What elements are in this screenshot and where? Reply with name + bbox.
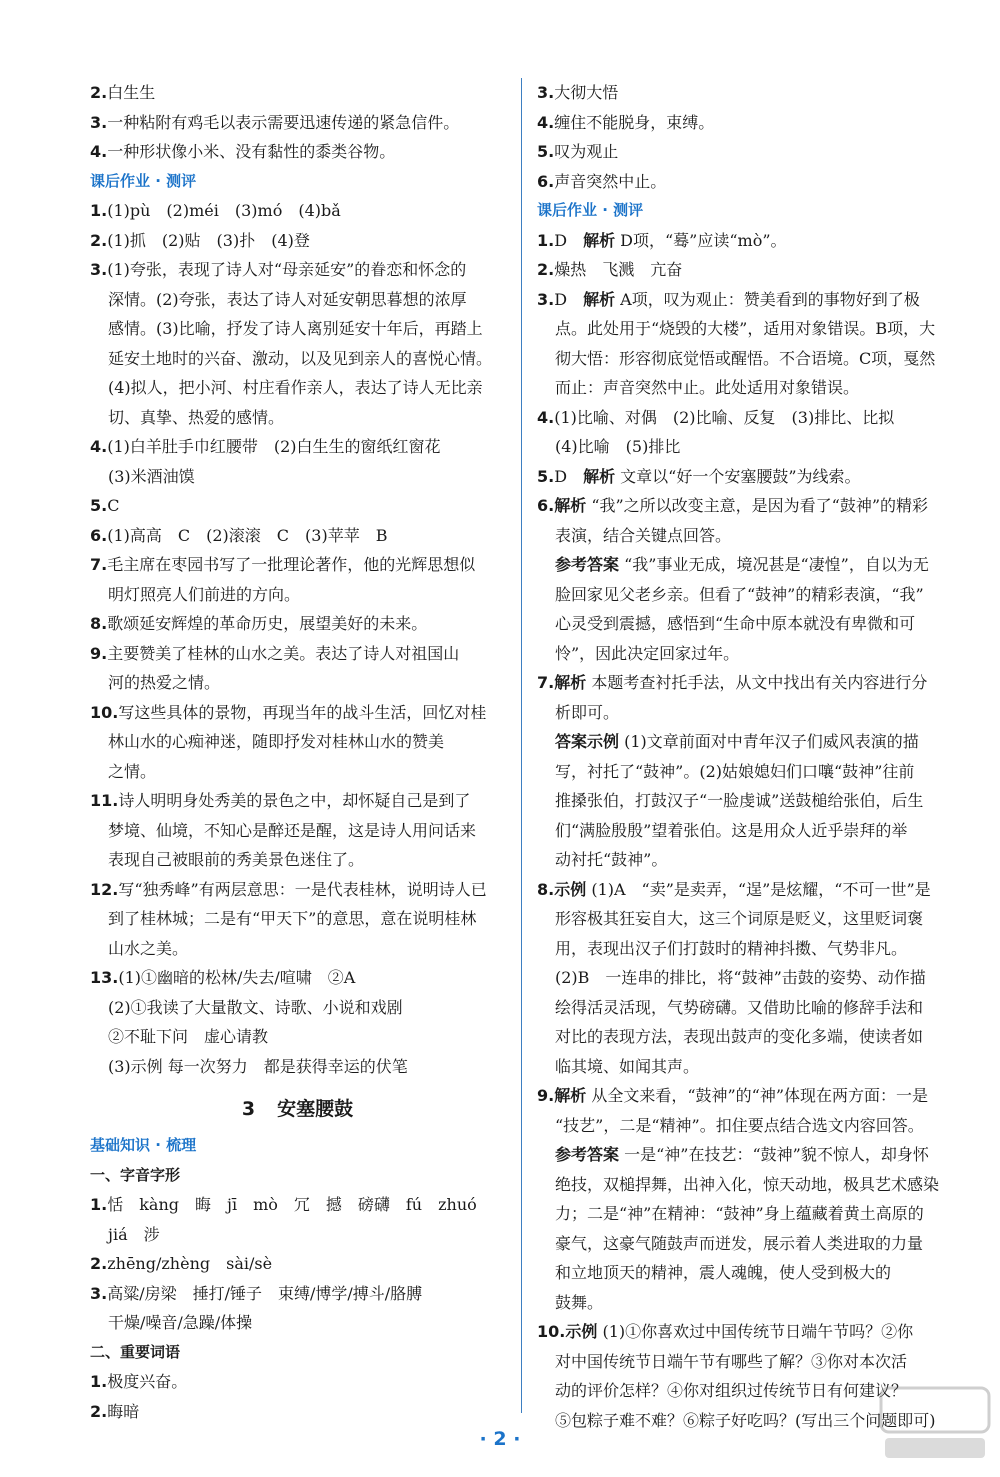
item-number: 1.	[90, 201, 108, 220]
item-number: 6.	[537, 171, 555, 191]
answer-line	[537, 373, 947, 403]
item-number: 3.	[537, 289, 555, 309]
answer-line	[90, 668, 505, 698]
left-answer-list	[90, 196, 505, 1081]
answer-item	[90, 639, 505, 698]
answer-line	[537, 255, 947, 285]
item-text: 极度兴奋。	[107, 1372, 188, 1391]
answer-line	[537, 1022, 947, 1052]
answer-item	[90, 698, 505, 787]
right-answer-list	[537, 226, 947, 1436]
list-item	[90, 108, 505, 138]
page-number: · 2 ·	[479, 1428, 521, 1450]
line-text: 动的评价怎样？④你对组织过传统节日有何建议？	[555, 1381, 908, 1400]
line-text: 怜”，因此决定回家过年。	[555, 643, 740, 663]
answer-line	[90, 904, 505, 934]
list-item	[90, 78, 505, 108]
answer-item	[90, 1279, 505, 1338]
line-text: 表现自己被眼前的秀美景色迷住了。	[108, 850, 365, 869]
answer-line	[537, 521, 947, 551]
item-number: 2.	[90, 1254, 108, 1273]
section-homework-left: 课后作业 · 测评	[90, 171, 197, 190]
line-text: (4)比喻 (5)排比	[555, 437, 681, 456]
item-number: 2.	[90, 1401, 108, 1421]
answer-item	[537, 1081, 947, 1317]
answer-item	[90, 255, 505, 432]
item-number: 4.	[537, 112, 555, 132]
answer-line	[537, 786, 947, 816]
answer-keyword: 示例	[554, 879, 587, 899]
line-text: “技艺”，二是“精神”。扣住要点结合选文内容回答。	[555, 1115, 924, 1135]
lesson-title	[90, 1089, 505, 1129]
answer-line	[537, 668, 947, 698]
answer-item	[90, 609, 505, 639]
item-number: 2.	[90, 230, 108, 250]
item-number: 9.	[537, 1086, 555, 1105]
line-text: (4)拟人，把小河、村庄看作亲人，表达了诗人无比亲	[108, 378, 483, 397]
answer-keyword: 参考答案	[555, 555, 620, 574]
item-number: 13.	[90, 968, 119, 987]
line-text: 深情。(2)夸张，表达了诗人对延安朝思暮想的浓厚	[108, 289, 467, 309]
item-number: 5.	[537, 142, 555, 161]
answer-item	[537, 668, 947, 875]
answer-line	[90, 609, 505, 639]
line-text: (1)抓 (2)贴 (3)扑 (4)登	[107, 230, 310, 250]
item-number: 1.	[90, 1195, 108, 1214]
line-text: D 解析 A项，叹为观止：赞美看到的事物好到了极	[554, 289, 920, 309]
item-number: 1.	[90, 1372, 108, 1391]
item-number: 6.	[537, 496, 555, 515]
line-text: 析即可。	[555, 702, 620, 722]
answer-line	[90, 1022, 505, 1052]
line-text: 绘得活灵活现，气势磅礴。又借助比喻的修辞手法和	[555, 997, 924, 1017]
line-text: 绝技，双槌捍舞，出神入化，惊天动地，极具艺术感染	[555, 1174, 940, 1194]
answer-line	[537, 904, 947, 934]
line-text: 豪气，这豪气随鼓声而迸发，展示着人类进取的力量	[555, 1233, 924, 1253]
answer-line	[90, 580, 505, 610]
answer-item	[537, 403, 947, 462]
item-number: 3.	[537, 83, 555, 102]
answer-line	[90, 1308, 505, 1338]
line-text: 恬 kàng 晦 jī mò 冗 撼 磅礴 fú zhuó	[107, 1195, 477, 1214]
item-number: 3.	[90, 260, 108, 279]
line-text: 干燥/噪音/急躁/体操	[108, 1313, 253, 1332]
answer-line	[537, 550, 947, 580]
answer-item	[90, 521, 505, 551]
line-text: 形容极其狂妄自大，这三个词原是贬义，这里贬词褒	[555, 909, 924, 928]
answer-keyword: 解析	[554, 496, 587, 515]
answer-line	[90, 432, 505, 462]
answer-line	[537, 1199, 947, 1229]
answer-line	[90, 491, 505, 521]
item-text: 叹为观止	[554, 142, 619, 161]
line-text: 毛主席在枣园书写了一批理论著作，他的光辉思想似	[107, 555, 476, 574]
line-text: 而止：声音突然中止。此处适用对象错误。	[555, 378, 860, 397]
answer-keyword: 示例	[565, 1322, 598, 1341]
answer-keyword: 解析	[583, 230, 616, 250]
line-text: 心灵受到震撼，感悟到“生命中原本就没有卑微和可	[555, 614, 916, 633]
line-text: (1)白羊肚手巾红腰带 (2)白生生的窗纸红窗花	[107, 437, 441, 456]
answer-line	[537, 285, 947, 315]
answer-item	[537, 462, 947, 492]
answer-item	[537, 255, 947, 285]
section-homework-right: 课后作业 · 测评	[537, 201, 644, 219]
answer-item	[537, 226, 947, 256]
item-number: 11.	[90, 791, 119, 810]
line-text: C	[107, 496, 120, 515]
answer-line	[90, 816, 505, 846]
answer-line	[537, 314, 947, 344]
answer-line	[90, 1279, 505, 1309]
left-intro-list	[90, 78, 505, 167]
item-number: 4.	[90, 142, 108, 161]
answer-item	[90, 226, 505, 256]
item-number: 10.	[90, 702, 119, 722]
line-text: 明灯照亮人们前进的方向。	[108, 584, 301, 604]
answer-line	[537, 1140, 947, 1170]
line-text: D 解析 D项，“蓦”应读“mò”。	[554, 230, 787, 250]
line-text: ②不耻下问 虚心请教	[108, 1027, 269, 1046]
line-text: 切、真挚、热爱的感情。	[108, 407, 285, 427]
line-text: 山水之美。	[108, 938, 189, 958]
answer-line	[537, 698, 947, 728]
lesson-name: 安塞腰鼓	[277, 1098, 354, 1120]
answer-item	[90, 491, 505, 521]
line-text: 参考答案 一是“神”在技艺：“鼓神”貌不惊人，却身怀	[555, 1145, 929, 1164]
list-item	[90, 137, 505, 167]
item-text: 大彻大悟	[554, 83, 619, 102]
line-text: 之情。	[108, 761, 157, 781]
item-number: 8.	[537, 879, 555, 899]
answer-line	[90, 285, 505, 315]
line-text: 鼓舞。	[555, 1292, 604, 1312]
list-item	[537, 167, 947, 197]
line-text: 写“独秀峰”有两层意思：一是代表桂林，说明诗人已	[118, 879, 487, 899]
answer-line	[90, 403, 505, 433]
answer-line	[90, 934, 505, 964]
line-text: 临其境、如闻其声。	[555, 1056, 700, 1076]
line-text: 诗人明明身处秀美的景色之中，却怀疑自己是到了	[118, 791, 471, 810]
answer-line	[537, 226, 947, 256]
answer-line	[537, 432, 947, 462]
item-number: 6.	[90, 525, 108, 545]
line-text: 林山水的心痴神迷，随即抒发对桂林山水的赞美	[108, 732, 445, 751]
line-text: 歌颂延安辉煌的革命历史，展望美好的未来。	[107, 614, 428, 633]
section-basic: 基础知识 · 梳理	[90, 1136, 197, 1154]
answer-line	[537, 816, 947, 846]
item-number: 3.	[90, 1283, 108, 1303]
left-column	[90, 78, 505, 1426]
line-text: (3)示例 每一次努力 都是获得幸运的伏笔	[108, 1056, 408, 1076]
answer-line	[537, 462, 947, 492]
line-text: (2)①我读了大量散文、诗歌、小说和戏剧	[108, 997, 403, 1017]
line-text: 脸回家见父老乡亲。但看了“鼓神”的精彩表演，“我”	[555, 584, 924, 604]
answer-line	[537, 1081, 947, 1111]
line-text: 动衬托“鼓神”。	[555, 850, 668, 869]
item-number: 2.	[90, 83, 108, 102]
answer-item	[90, 432, 505, 491]
line-text: 解析 本题考查衬托手法，从文中找出有关内容进行分	[554, 673, 928, 692]
answer-line	[90, 993, 505, 1023]
answer-line	[537, 1288, 947, 1318]
line-text: (1)pù (2)méi (3)mó (4)bǎ	[107, 201, 341, 220]
answer-line	[90, 786, 505, 816]
answer-line	[90, 963, 505, 993]
item-text: 晦暗	[107, 1401, 140, 1421]
line-text: (2)B 一连串的排比，将“鼓神”击鼓的姿势、动作描	[555, 968, 926, 987]
answer-item	[537, 875, 947, 1082]
answer-line	[537, 934, 947, 964]
item-number: 4.	[90, 437, 108, 456]
line-text: 解析 从全文来看，“鼓神”的“神”体现在两方面：一是	[554, 1086, 929, 1105]
item-text: 声音突然中止。	[554, 171, 667, 191]
answer-line	[90, 462, 505, 492]
answer-line	[537, 1347, 947, 1377]
list-item	[90, 1367, 505, 1397]
line-text: 河的热爱之情。	[108, 673, 221, 692]
answer-line	[537, 757, 947, 787]
line-text: 梦境、仙境，不知心是醉还是醒，这是诗人用问话来	[108, 820, 477, 840]
answer-line	[90, 1052, 505, 1082]
watermark-logo	[875, 1378, 995, 1468]
answer-line	[90, 314, 505, 344]
answer-line	[90, 1190, 505, 1220]
column-divider	[521, 78, 522, 1413]
answer-line	[537, 1317, 947, 1347]
right-column	[537, 78, 947, 1435]
basic-list-1	[90, 1190, 505, 1338]
line-text: (1)夸张，表现了诗人对“母亲延安”的眷恋和怀念的	[107, 260, 467, 279]
answer-line	[90, 727, 505, 757]
list-item	[537, 78, 947, 108]
answer-line	[90, 1249, 505, 1279]
answer-keyword: 解析	[554, 1086, 587, 1105]
answer-line	[90, 757, 505, 787]
answer-line	[90, 255, 505, 285]
answer-line	[537, 609, 947, 639]
answer-keyword: 解析	[554, 673, 587, 692]
answer-keyword: 解析	[583, 289, 616, 309]
answer-line	[537, 580, 947, 610]
line-text: 力；二是“神”在精神：“鼓神”身上蕴藏着黄土高原的	[555, 1204, 924, 1223]
line-text: 彻大悟：形容彻底觉悟或醒悟。不合语境。C项，戛然	[555, 348, 936, 368]
line-text: ⑤包粽子难不难？⑥粽子好吃吗？(写出三个问题即可)	[555, 1410, 936, 1430]
line-text: 们“满脸殷殷”望着张伯。这是用众人近乎崇拜的举	[555, 820, 908, 840]
answer-line	[537, 1052, 947, 1082]
answer-line	[90, 550, 505, 580]
line-text: 答案示例 (1)文章前面对中青年汉子们威风表演的描	[555, 732, 919, 751]
line-text: 推搡张伯，打鼓汉子“一脸虔诚”送鼓槌给张伯，后生	[555, 791, 924, 810]
answer-item	[90, 963, 505, 1081]
item-number: 4.	[537, 407, 555, 427]
line-text: 延安土地时的兴奋、激动，以及见到亲人的喜悦心情。	[108, 348, 493, 368]
answer-keyword: 参考答案	[555, 1145, 620, 1164]
item-number: 12.	[90, 879, 119, 899]
item-number: 2.	[537, 260, 555, 279]
answer-line	[90, 226, 505, 256]
answer-line	[90, 698, 505, 728]
line-text: (1)①幽暗的松林/失去/喧啸 ②A	[118, 968, 356, 987]
line-text: 用，表现出汉子们打鼓时的精神抖擞、气势非凡。	[555, 938, 908, 958]
answer-line	[90, 845, 505, 875]
list-item	[90, 1397, 505, 1427]
answer-line	[90, 344, 505, 374]
answer-item	[90, 786, 505, 875]
answer-line	[90, 373, 505, 403]
answer-line	[537, 993, 947, 1023]
item-number: 1.	[537, 230, 555, 250]
item-text: 白生生	[107, 83, 156, 102]
subsection-pronunciation: 一、字音字形	[90, 1165, 181, 1184]
answer-line	[537, 491, 947, 521]
answer-line	[537, 1111, 947, 1141]
right-intro-list	[537, 78, 947, 196]
item-number: 10.	[537, 1322, 566, 1341]
item-number: 8.	[90, 614, 108, 633]
answer-item	[90, 550, 505, 609]
answer-line	[537, 403, 947, 433]
line-text: 到了桂林城；二是有“甲天下”的意思，意在说明桂林	[108, 909, 477, 928]
line-text: (3)米酒油馍	[108, 466, 195, 486]
item-number: 5.	[537, 466, 555, 486]
answer-line	[90, 875, 505, 905]
line-text: 示例 (1)A “卖”是卖弄，“逞”是炫耀，“不可一世”是	[554, 879, 931, 899]
answer-line	[90, 639, 505, 669]
line-text: (1)高高 C (2)滚滚 C (3)苹苹 B	[107, 525, 388, 545]
answer-keyword: 解析	[583, 466, 616, 486]
line-text: 点。此处用于“烧毁的大楼”，适用对象错误。B项，大	[555, 319, 936, 338]
answer-line	[90, 196, 505, 226]
line-text: 写这些具体的景物，再现当年的战斗生活，回忆对桂	[118, 702, 487, 722]
line-text: 示例 (1)①你喜欢过中国传统节日端午节吗？②你	[565, 1322, 914, 1341]
answer-line	[537, 1170, 947, 1200]
line-text: 写，衬托了“鼓神”。(2)姑娘媳妇们口嚷“鼓神”往前	[555, 761, 915, 781]
line-text: 解析 “我”之所以改变主意，是因为看了“鼓神”的精彩	[554, 496, 929, 515]
line-text: 和立地顶天的精神，震人魂魄，使人受到极大的	[555, 1263, 892, 1282]
answer-line	[90, 521, 505, 551]
line-text: 对比的表现方法，表现出鼓声的变化多端，使读者如	[555, 1027, 924, 1046]
answer-line	[537, 639, 947, 669]
answer-line	[537, 1229, 947, 1259]
item-text: 一种粘附有鸡毛以表示需要迅速传递的紧急信件。	[107, 112, 460, 132]
line-text: 对中国传统节日端午节有哪些了解？③你对本次活	[555, 1351, 908, 1371]
list-item	[537, 108, 947, 138]
line-text: 参考答案 “我”事业无成，境况甚是“凄惶”，自以为无	[555, 555, 929, 574]
line-text: 主要赞美了桂林的山水之美。表达了诗人对祖国山	[107, 643, 460, 663]
answer-item	[90, 1249, 505, 1279]
item-number: 7.	[537, 673, 555, 692]
answer-line	[537, 1258, 947, 1288]
line-text: (1)比喻、对偶 (2)比喻、反复 (3)排比、比拟	[554, 407, 895, 427]
item-text: 一种形状像小米、没有黏性的黍类谷物。	[107, 142, 396, 161]
line-text: 感情。(3)比喻，抒发了诗人离别延安十年后，再踏上	[108, 319, 483, 338]
answer-item	[90, 196, 505, 226]
answer-line	[537, 875, 947, 905]
line-text: jiá 涉	[108, 1224, 160, 1244]
answer-keyword: 答案示例	[555, 732, 620, 751]
basic-list-2	[90, 1367, 505, 1426]
subsection-vocabulary: 二、重要词语	[90, 1342, 181, 1361]
answer-item	[537, 491, 947, 668]
item-text: 缠住不能脱身，束缚。	[554, 112, 715, 132]
line-text: 表演，结合关键点回答。	[555, 525, 732, 545]
answer-item	[90, 875, 505, 964]
answer-line	[537, 727, 947, 757]
item-number: 7.	[90, 555, 108, 574]
item-number: 9.	[90, 643, 108, 663]
item-number: 3.	[90, 112, 108, 132]
line-text: 高粱/房梁 捶打/锤子 束缚/博学/搏斗/胳膊	[107, 1283, 423, 1303]
list-item	[537, 137, 947, 167]
answer-item	[537, 285, 947, 403]
answer-line	[537, 845, 947, 875]
line-text: zhēng/zhèng sài/sè	[107, 1254, 273, 1273]
answer-item	[90, 1190, 505, 1249]
item-number: 5.	[90, 496, 108, 515]
answer-line	[537, 344, 947, 374]
line-text: 燥热 飞溅 亢奋	[554, 260, 683, 279]
lesson-number: 3	[241, 1098, 256, 1120]
answer-line	[537, 963, 947, 993]
answer-line	[90, 1220, 505, 1250]
line-text: D 解析 文章以“好一个安塞腰鼓”为线索。	[554, 466, 861, 486]
